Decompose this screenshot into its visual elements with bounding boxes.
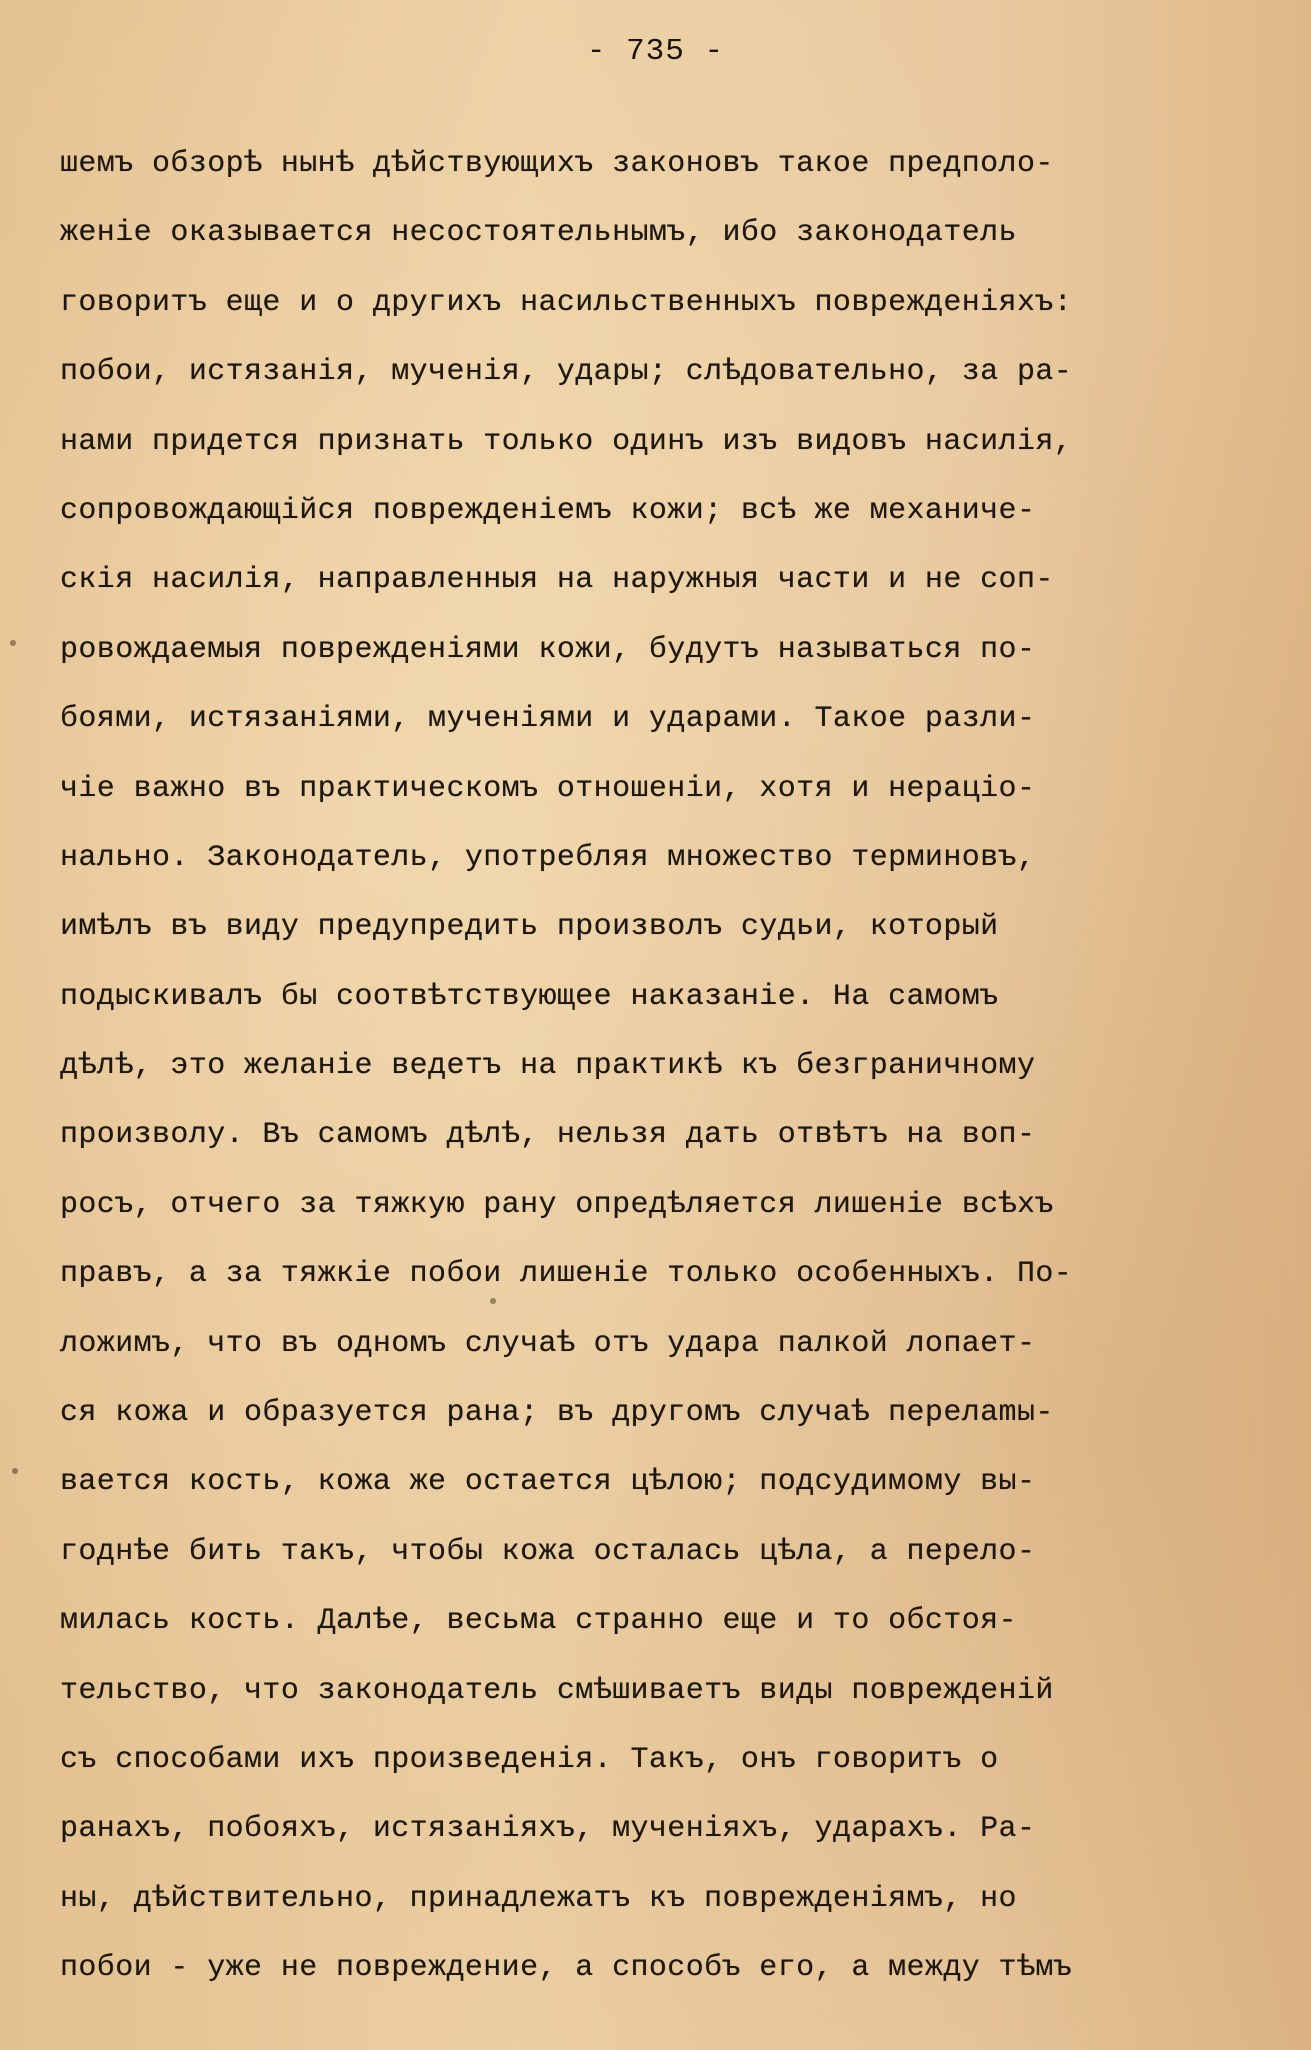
text-line: побои, истязанія, мученія, удары; слѣдовательно, за ра-	[60, 355, 1073, 390]
text-line: боями, истязаніями, мученіями и ударами. Такое разли-	[60, 702, 1036, 737]
text-line: годнѣе бить такъ, чтобы кожа осталась цѣла, а перело-	[60, 1534, 1036, 1569]
text-line: побои - уже не повреждение, а способъ его, а между тѣмъ	[60, 1951, 1073, 1986]
page-number: - 735 -	[586, 34, 725, 69]
text-line: шемъ обзорѣ нынѣ дѣйствующихъ законовъ такое предполо-	[60, 147, 1054, 181]
text-line: имѣлъ въ виду предупредить произволъ судьи, который	[60, 910, 999, 945]
text-line: подыскивалъ бы соотвѣтствующее наказаніе. На самомъ	[60, 979, 999, 1014]
text-line: милась кость. Далѣе, весьма странно еще и то обстоя-	[60, 1604, 1017, 1639]
text-line: ны, дѣйствительно, принадлежатъ къ поврежденіямъ, но	[60, 1881, 1017, 1916]
text-line: съ способами ихъ произведенія. Такъ, онъ говоритъ о	[60, 1742, 999, 1777]
text-line: женіе оказывается несостоятельнымъ, ибо законодатель	[60, 216, 1017, 251]
text-line: правъ, а за тяжкіе побои лишеніе только особенныхъ. По-	[60, 1257, 1073, 1292]
paper-speck	[490, 1298, 496, 1304]
text-line: ся кожа и образуется рана; въ другомъ случаѣ перелamы-	[60, 1396, 1054, 1431]
paper-speck	[10, 640, 16, 646]
text-line: говоритъ еще и о другихъ насильственныхъ повреждeніяхъ:	[60, 285, 1073, 320]
text-line: вается кость, кожа же остается цѣлою; подсудимому вы-	[60, 1465, 1036, 1500]
text-line: произволу. Въ самомъ дѣлѣ, нельзя дать отвѣтъ на воп-	[60, 1118, 1036, 1153]
text-line: сопровождающійся поврежденіемъ кожи; всѣ же механиче-	[60, 493, 1036, 528]
text-line: тельство, что законодатель смѣшиваетъ виды поврежденій	[60, 1673, 1054, 1708]
text-line: ранахъ, побояхъ, истязаніяхъ, мученіяхъ, ударахъ. Ра-	[60, 1812, 1036, 1847]
text-line: дѣлѣ, это желаніе ведетъ на практикѣ къ безграничному	[60, 1049, 1036, 1084]
text-line: ложимъ, что въ одномъ случаѣ отъ удара палкой лопает-	[60, 1326, 1036, 1361]
body-text	[60, 130, 1260, 2004]
paper-speck	[12, 1468, 18, 1474]
text-line: чіе важно въ практическомъ отношеніи, хотя и нераціо-	[60, 771, 1036, 806]
text-line: ровождаемыя поврежденіями кожи, будутъ называться по-	[60, 632, 1036, 667]
text-line: нально. Законодатель, употребляя множество терминовъ,	[60, 840, 1036, 875]
text-line: скія насилія, направленныя на наружныя части и не соп-	[60, 563, 1054, 598]
text-line: росъ, отчего за тяжкую рану опредѣляется лишеніе всѣхъ	[60, 1187, 1054, 1222]
text-line: нами придется признать только одинъ изъ видовъ насилія,	[60, 424, 1073, 459]
